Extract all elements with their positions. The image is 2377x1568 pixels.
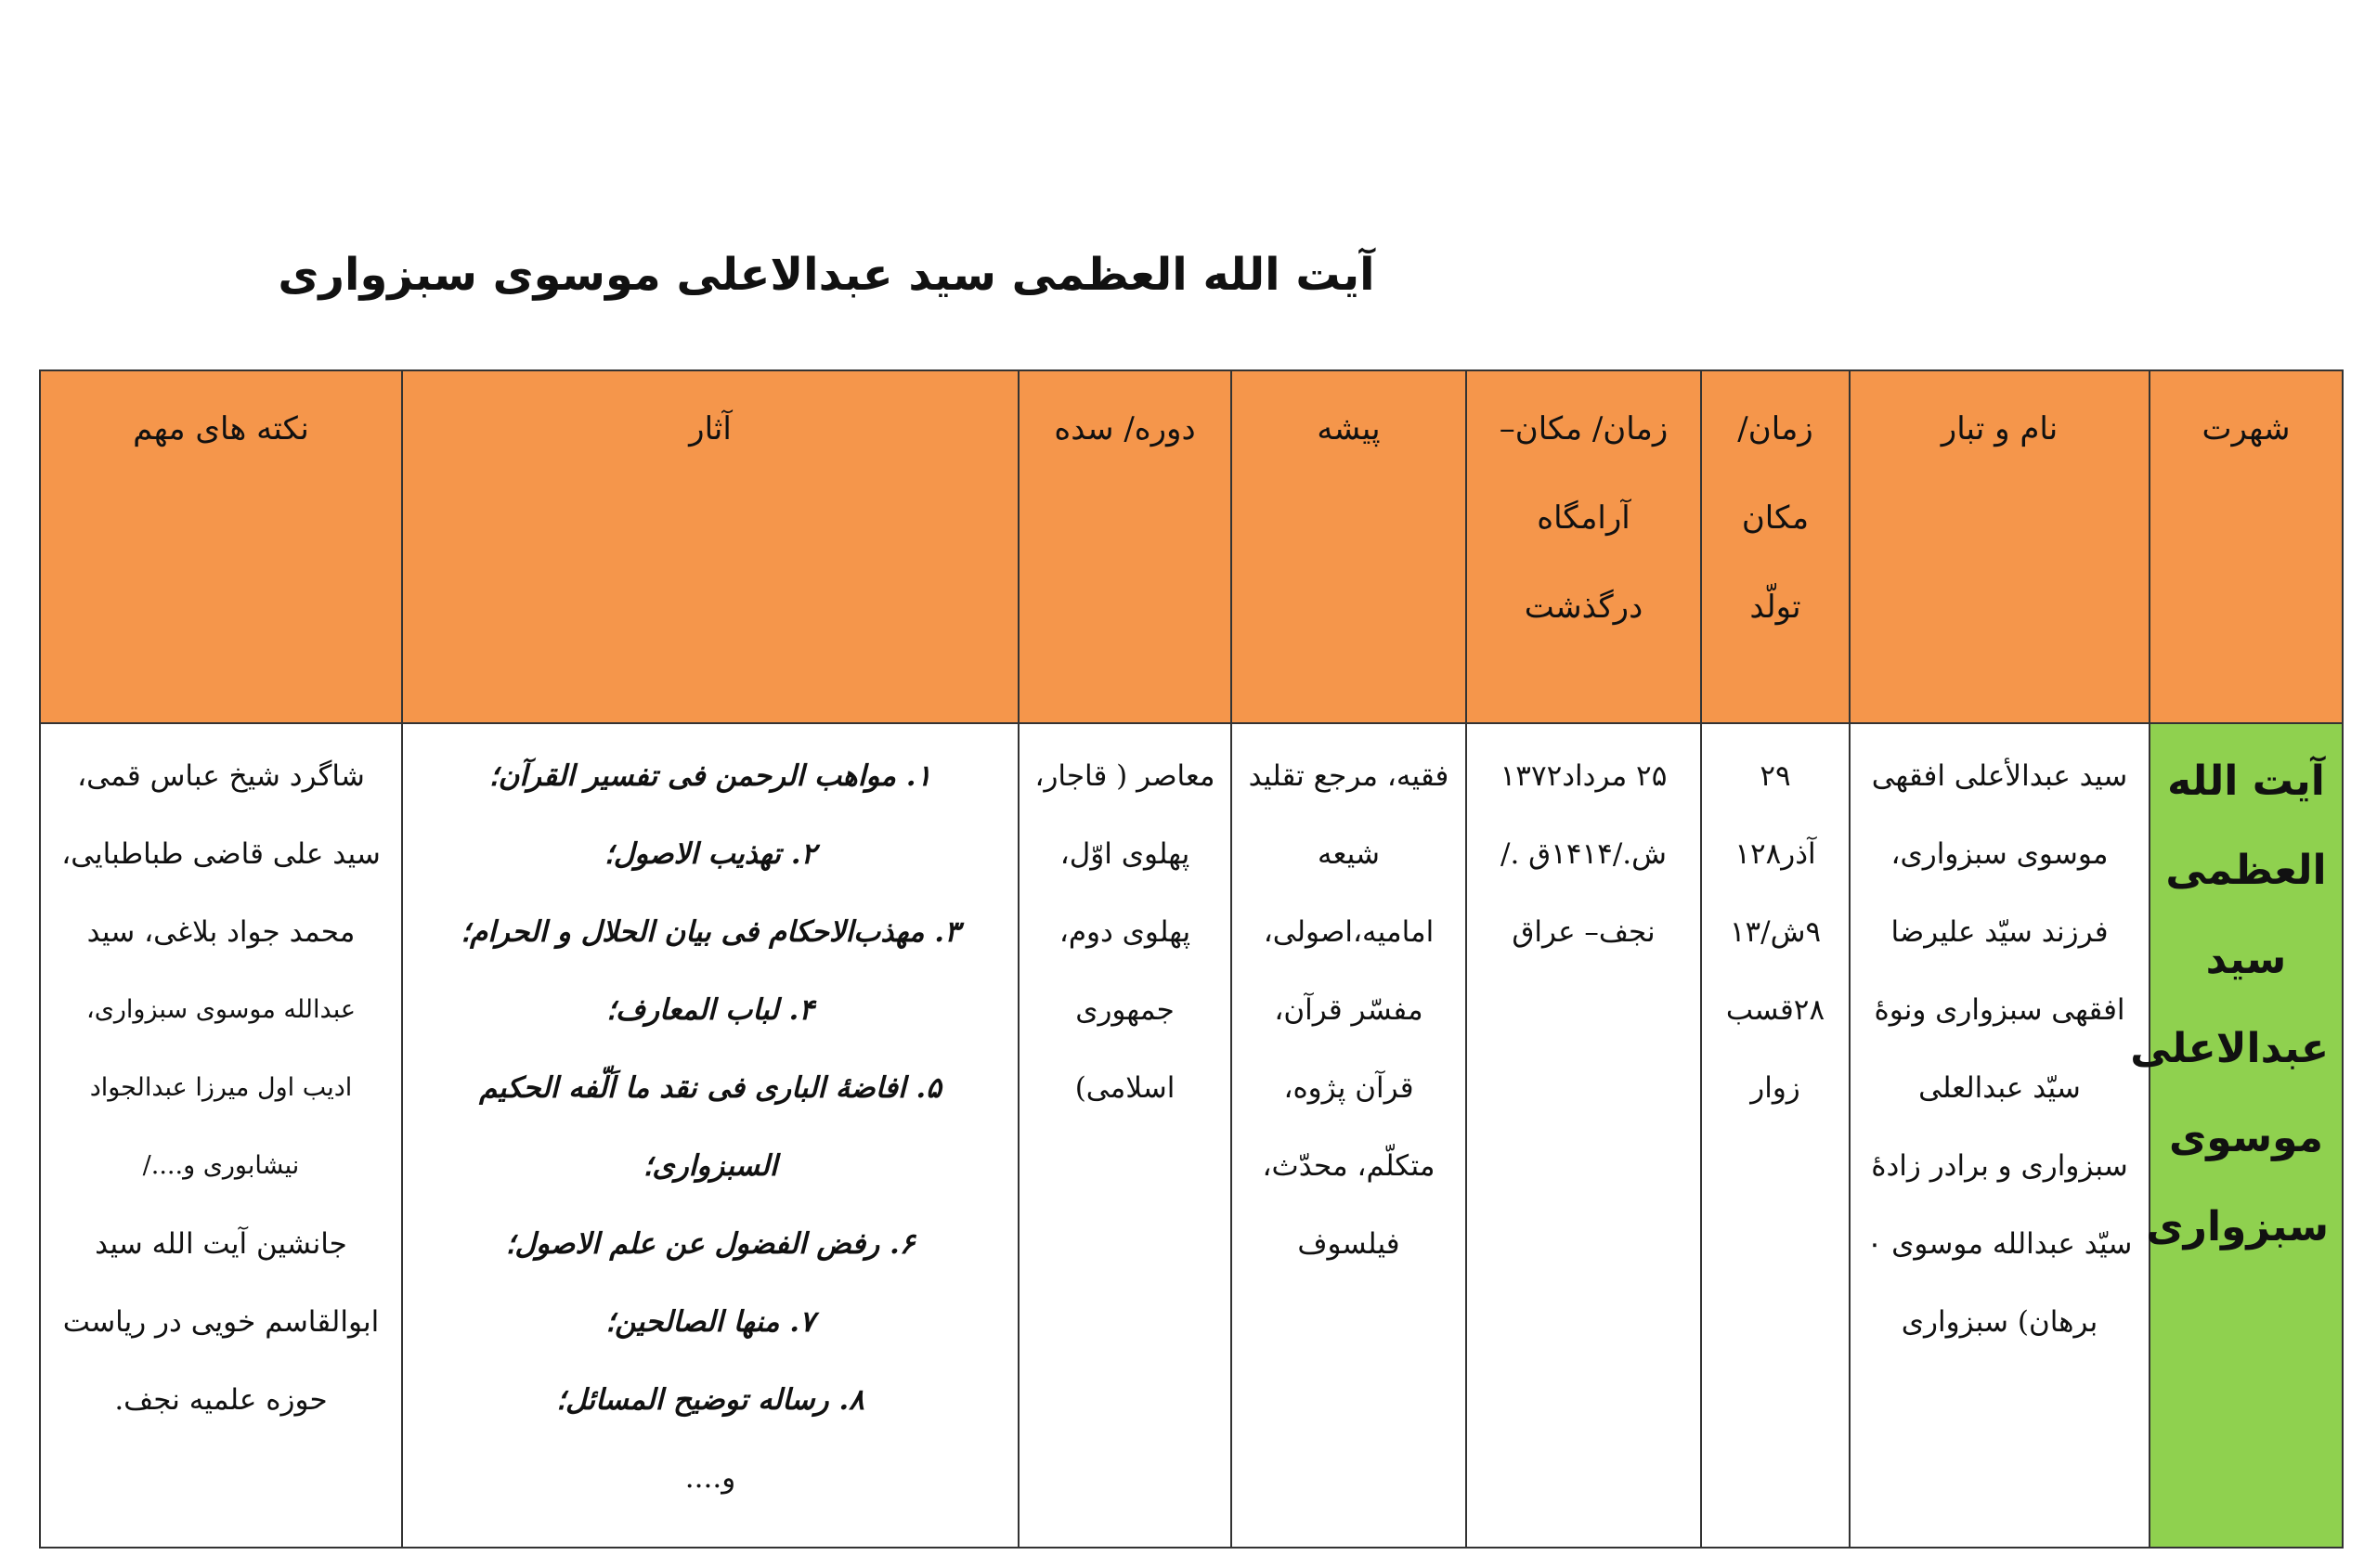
work-item: ۳. مهذب‌الاحکام فی بیان الحلال و الحرام؛	[461, 915, 960, 949]
birth-cell: ۲۹ آذر۱۲۸ ۹ش/۱۳ ۲۸قسب زوار	[1701, 723, 1850, 1548]
work-item: ۸. رساله توضیح المسائل؛	[556, 1383, 864, 1417]
table-row	[40, 723, 2343, 1548]
profession-cell: فقیه، مرجع تقلید شیعه امامیه،اصولی، مفسّر قرآن، قرآن پژوه، متکلّم، محدّث، فیلسوف	[1231, 723, 1466, 1548]
header-profession: پیشه	[1231, 370, 1466, 723]
header-row	[40, 370, 2343, 723]
work-item: ۵. افاضۀ الباری فی نقد ما اَلّفه الحکیم	[479, 1071, 942, 1105]
note-line: حوزه علمیه نجف.	[114, 1383, 328, 1417]
works-cell	[402, 723, 1019, 1548]
header-fame: شهرت	[2150, 370, 2343, 723]
work-item: ۲. تهذیب الاصول؛	[604, 837, 817, 871]
work-item: و....	[684, 1461, 736, 1495]
note-line: نیشابوری و..../	[142, 1151, 300, 1180]
note-line: محمد جواد بلاغی، سید	[86, 915, 356, 949]
work-item: ۷. منها الصالحین؛	[605, 1305, 815, 1339]
note-line: جانشین آیت الله سید	[95, 1227, 347, 1261]
note-line: سید علی قاضی طباطبایی،	[61, 837, 381, 871]
note-line: شاگرد شیخ عباس قمی،	[77, 759, 365, 793]
header-works: آثار	[402, 370, 1019, 723]
name-cell: سید عبدالأعلی افقهی موسوی سبزواری، فرزند سیّد علیرضا افقهی سبزواری ونوۀ سیّد عبدالعلی سبزواری و برادر زادۀ سیّد عبدالله موسوی ۰ برهان) سبزواری	[1850, 723, 2150, 1548]
header-era: دوره/ سده	[1019, 370, 1231, 723]
work-item: ۱. مواهب الرحمن فی تفسیر القرآن؛	[488, 759, 932, 793]
death-cell: ۲۵ مرداد۱۳۷۲ ش./۱۴۱۴ق ./ نجف– عراق	[1466, 723, 1701, 1548]
notes-cell	[40, 723, 402, 1548]
header-death: زمان/ مکان– آرامگاه درگذشت	[1466, 370, 1701, 723]
header-birth: زمان/ مکان تولّد	[1701, 370, 1850, 723]
note-line: ادیب اول میرزا عبدالجواد	[89, 1073, 353, 1102]
note-line: عبدالله موسوی سبزواری،	[86, 995, 356, 1024]
note-line: ابوالقاسم خویی در ریاست	[62, 1305, 380, 1339]
era-cell: معاصر ( قاجار، پهلوی اوّل، پهلوی دوم، جمهوری اسلامی)	[1019, 723, 1231, 1548]
page-title: آیت الله العظمی سید عبدالاعلی موسوی سبزواری	[278, 249, 1375, 301]
work-item: ۴. لباب المعارف؛	[606, 993, 814, 1027]
work-item: السبزواری؛	[643, 1149, 778, 1183]
header-notes: نکته های مهم	[40, 370, 402, 723]
fame-cell: آیت الله العظمی سید عبدالاعلی موسوی سبزواری	[2150, 723, 2343, 1548]
biography-table	[39, 369, 2344, 1549]
work-item: ۶. رفض الفضول عن علم الاصول؛	[505, 1227, 916, 1261]
header-name: نام و تبار	[1850, 370, 2150, 723]
